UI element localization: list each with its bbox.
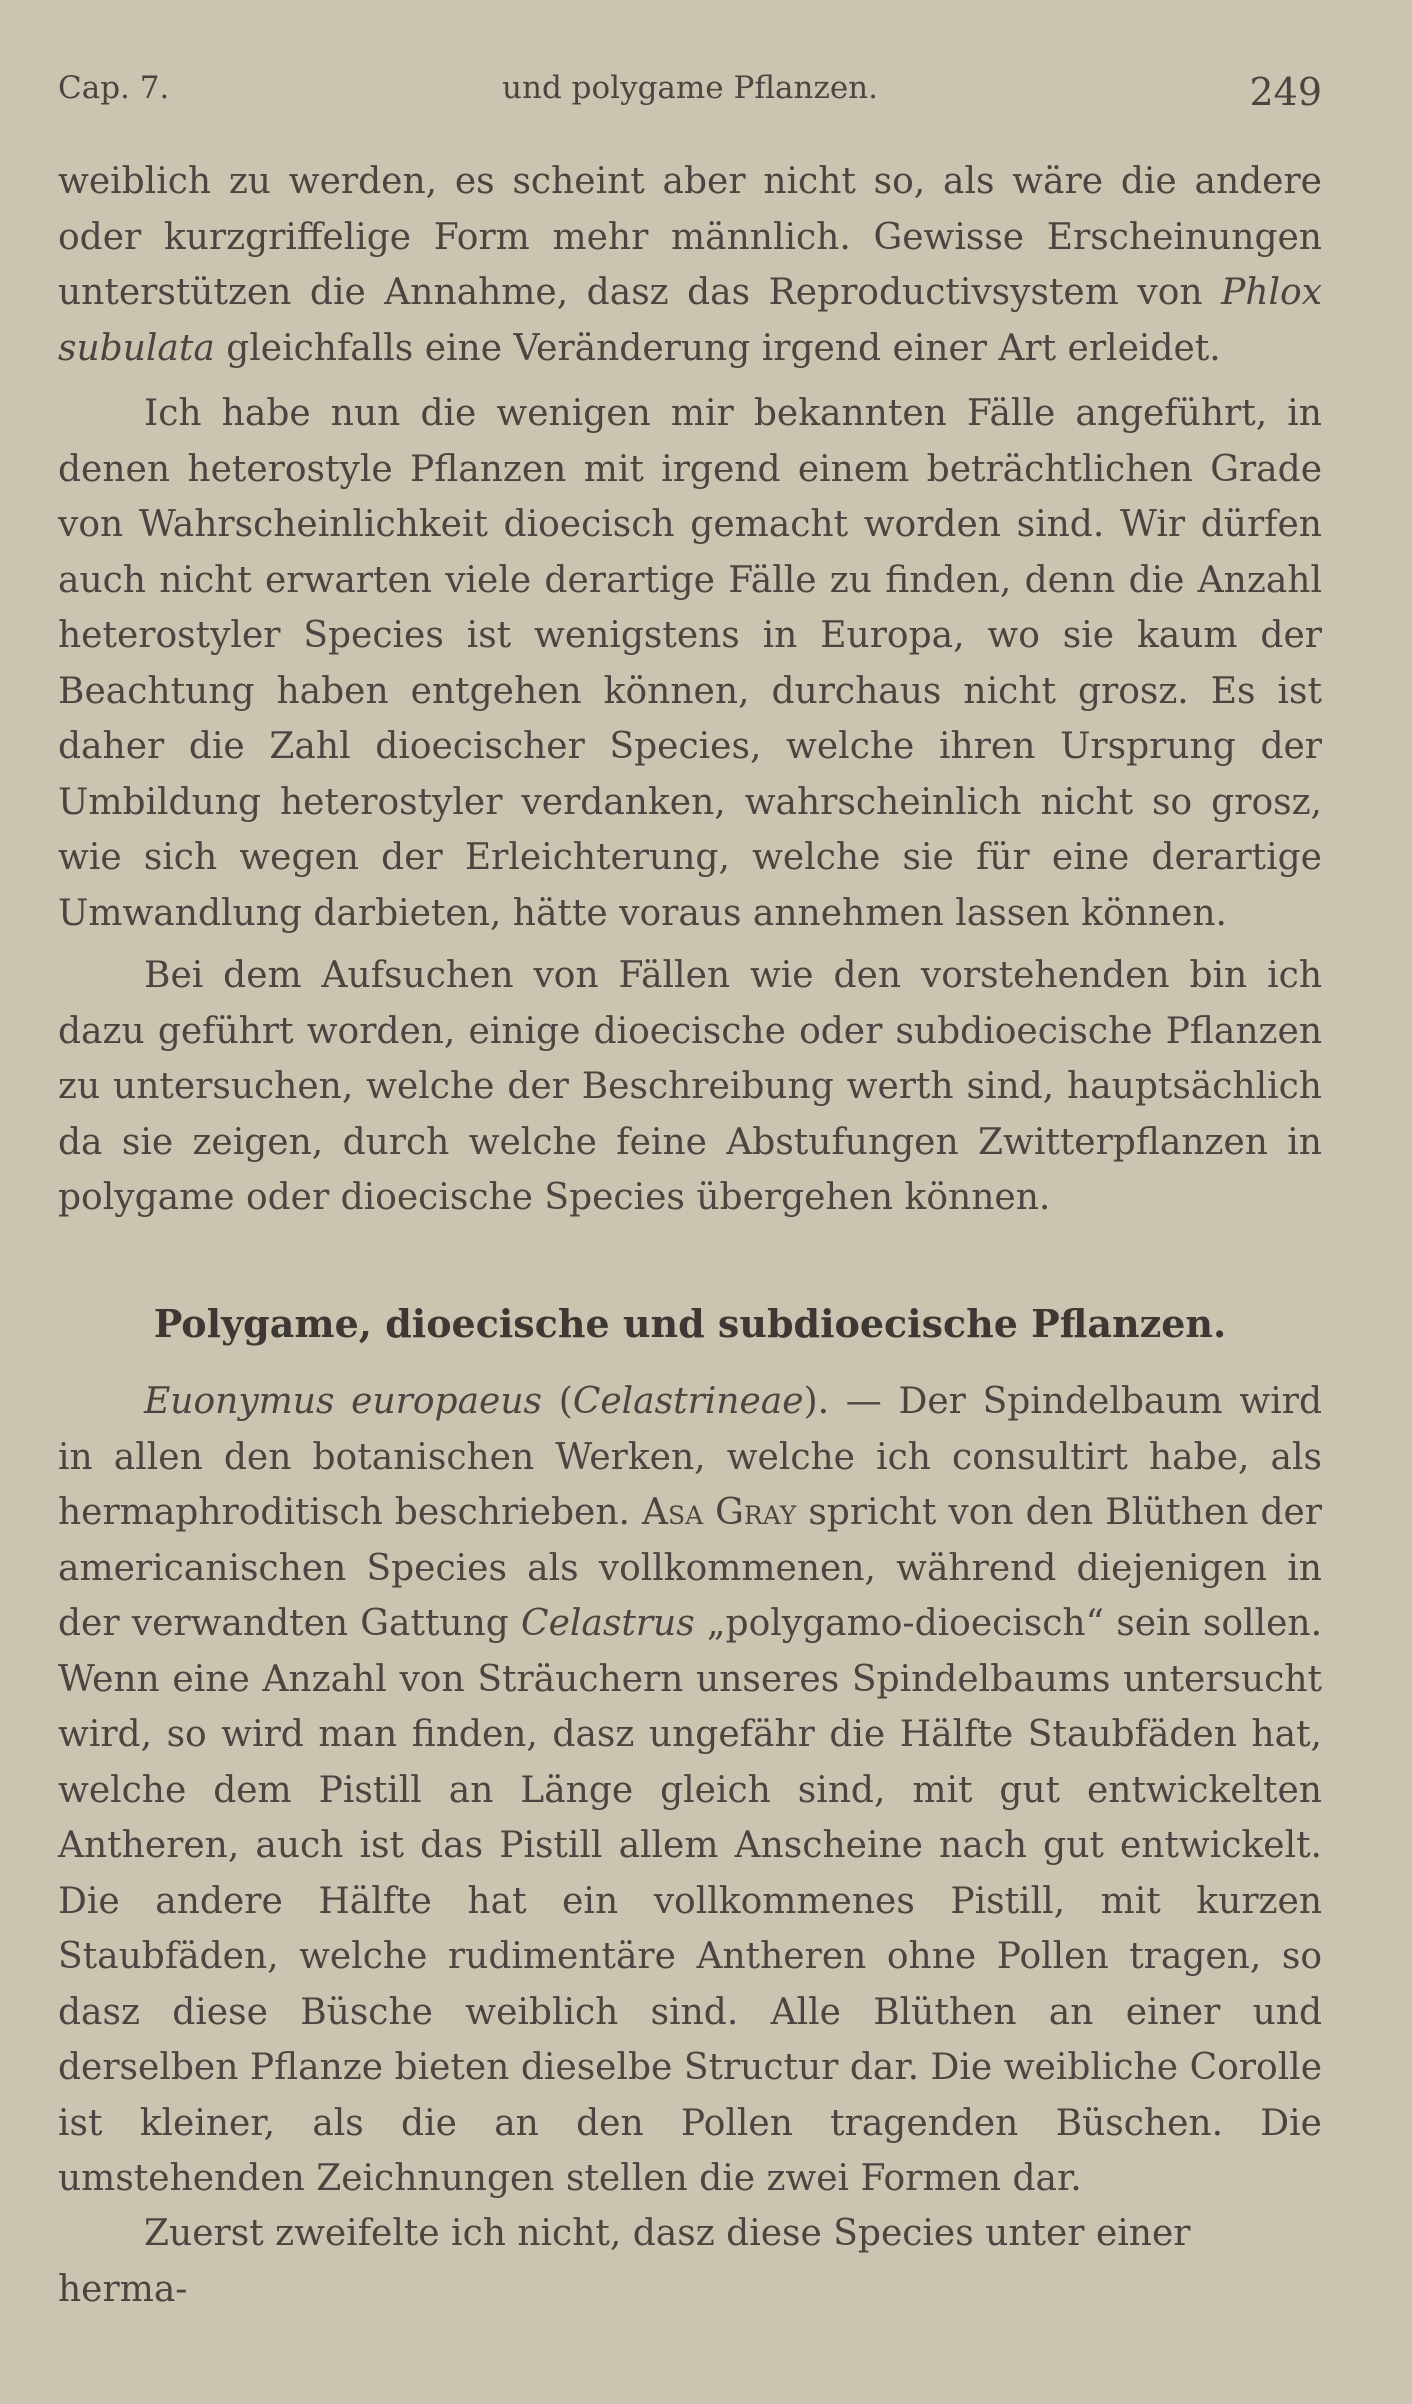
paragraph-5: Zuerst zweifelte ich nicht, dasz diese Species unter einer herma- (58, 2213, 1191, 2310)
paragraph-3-block (58, 948, 1322, 1226)
page-number: 249 (1249, 70, 1322, 114)
author-name: Asa Gray (641, 1492, 797, 1533)
family-name-celastrineae: Celastrineae (572, 1381, 804, 1422)
paragraph-1-end: gleichfalls eine Veränderung irgend einer Art erleidet. (214, 327, 1221, 369)
running-title: und polygame Pflanzen. (502, 70, 878, 106)
paragraph-4-text-a: ( (542, 1381, 573, 1422)
species-name-phlox: Phlox subulata (58, 272, 1322, 369)
paragraph-4-text-c: spricht von den Blüthen der americanischen Species als vollkommenen, während diejenigen in der verwandten Gattung (58, 1492, 1323, 1644)
book-page (58, 0, 1322, 2404)
paragraph-1-block (58, 154, 1322, 376)
species-name-euonymus: Euonymus europaeus (144, 1381, 543, 1422)
paragraph-3: Bei dem Aufsuchen von Fällen wie den vorstehenden bin ich dazu geführt worden, einige dioecische oder subdioecische Pflanzen zu untersuchen, welche der Beschreibung werth sind, hauptsächlich da sie zeigen, durch welche feine Abstufungen Zwitterpflanzen in polygame oder dioecische Species übergehen können. (58, 955, 1322, 1218)
paragraph-4-text-b: ). — Der Spindelbaum wird in allen den botanischen Werken, welche ich consultirt habe, als hermaphroditisch beschrieben. (58, 1381, 1322, 1533)
genus-name-celastrus: Celastrus (521, 1603, 695, 1644)
section-heading: Polygame, dioecische und subdioecische Pflanzen. (153, 1301, 1227, 1346)
paragraph-2: Ich habe nun die wenigen mir bekannten Fälle angeführt, in denen heterostyle Pflanzen mit irgend einem beträchtlichen Grade von Wahrscheinlichkeit dioecisch gemacht worden sind. Wir dürfen auch nicht erwarten viele derartige Fälle zu finden, denn die Anzahl heterostyler Species ist wenigstens in Europa, wo sie kaum der Beachtung haben entgehen können, durchaus nicht grosz. Es ist daher die Zahl dioecischer Species, welche ihren Ursprung der Umbildung heterostyler verdanken, wahrscheinlich nicht so grosz, wie sich wegen der Erleichterung, welche sie für eine derartige Umwandlung darbieten, hätte voraus annehmen lassen können. (58, 393, 1322, 934)
chapter-label: Cap. 7. (58, 70, 170, 106)
section-heading-block (58, 1296, 1322, 1352)
paragraph-2-block (58, 386, 1322, 941)
paragraph-4 (58, 1374, 1322, 2207)
paragraph-4-text-d: „polygamo-dioecisch“ sein sollen. Wenn eine Anzahl von Sträuchern unseres Spindelbaums untersucht wird, so wird man finden, dasz ungefähr die Hälfte Staubfäden hat, welche dem Pistill an Länge gleich sind, mit gut entwickelten Antheren, auch ist das Pistill allem Anscheine nach gut entwickelt. Die andere Hälfte hat ein vollkommenes Pistill, mit kurzen Staubfäden, welche rudimentäre Antheren ohne Pollen tragen, so dasz diese Büsche weiblich sind. Alle Blüthen an einer und derselben Pflanze bieten dieselbe Structur dar. Die weibliche Corolle ist kleiner, als die an den Pollen tragenden Büschen. Die umstehenden Zeichnungen stellen die zwei Formen dar. (58, 1603, 1323, 2199)
paragraph-5-block (58, 2206, 1322, 2317)
paragraph-1-text: weiblich zu werden, es scheint aber nicht so, als wäre die andere oder kurzgriffelige Form mehr männlich. Gewisse Erscheinungen unterstützen die Annahme, dasz das Reproductivsystem von (58, 161, 1322, 313)
paragraph-1 (58, 154, 1322, 376)
paragraph-4-block (58, 1374, 1322, 2207)
running-header (58, 66, 1322, 126)
